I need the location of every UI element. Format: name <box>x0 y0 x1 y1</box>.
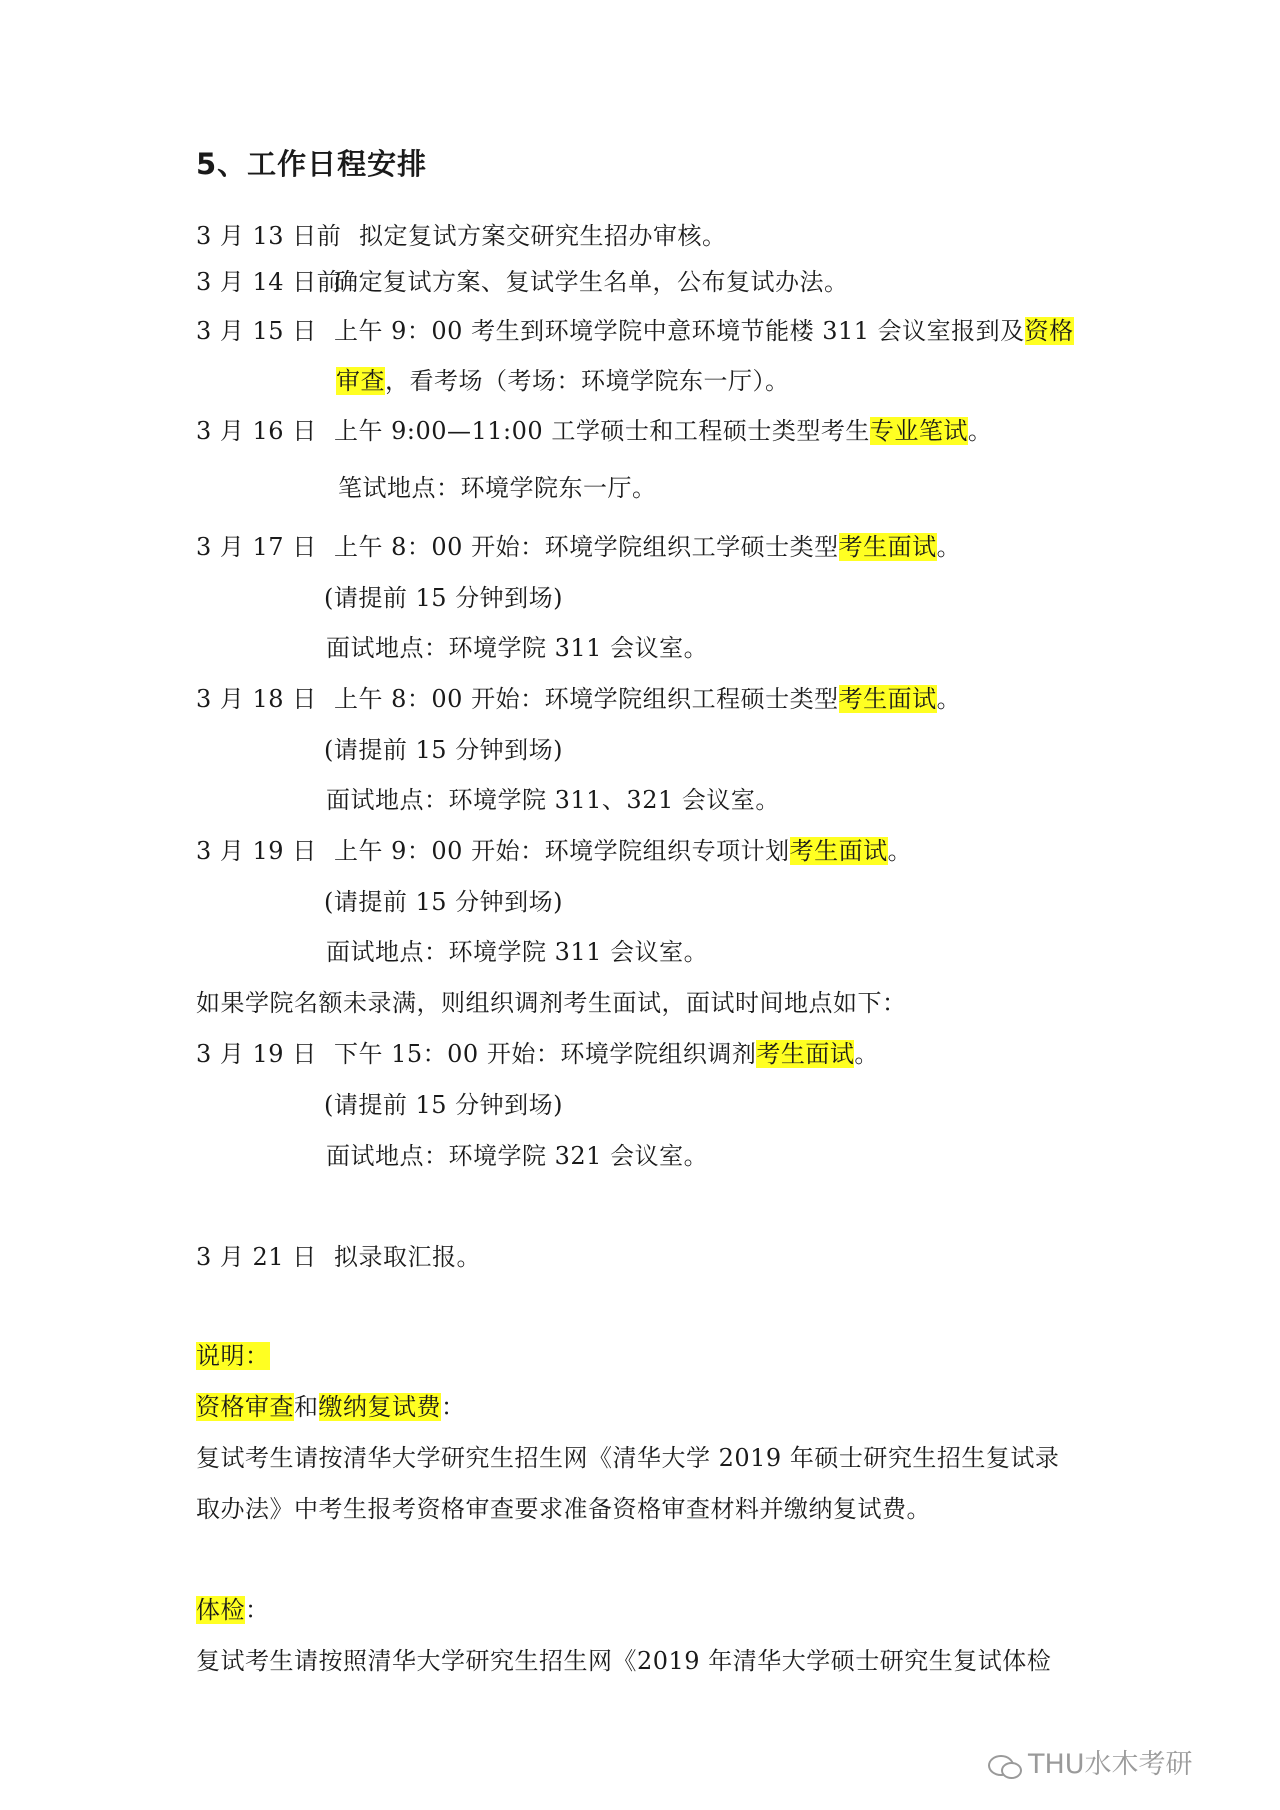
schedule-text: 面试地点：环境学院 321 会议室。 <box>326 1142 709 1170</box>
schedule-text: 拟录取汇报。 <box>334 1243 481 1271</box>
schedule-line <box>196 218 727 254</box>
schedule-text: 上午 9:00—11:00 工学硕士和工程硕士类型考生 <box>334 417 870 445</box>
schedule-date: 3 月 16 日 <box>196 417 317 445</box>
schedule-text: 拟定复试方案交研究生招办审核。 <box>359 222 727 250</box>
notes-title <box>196 1338 270 1374</box>
schedule-line <box>324 732 563 768</box>
schedule-text: 上午 8：00 开始：环境学院组织工程硕士类型 <box>334 685 839 713</box>
conjunction: 和 <box>294 1393 319 1421</box>
exam-paragraph-line <box>196 1643 1051 1679</box>
highlight: 审查 <box>336 367 385 395</box>
schedule-text: 如果学院名额未录满，则组织调剂考生面试，面试时间地点如下： <box>196 989 907 1017</box>
highlight: 资格审查 <box>196 1393 294 1421</box>
schedule-text: ，看考场（考场：环境学院东一厅）。 <box>385 367 790 395</box>
schedule-line <box>324 580 563 616</box>
exam-subheading <box>196 1592 270 1628</box>
schedule-text: 面试地点：环境学院 311 会议室。 <box>326 634 709 662</box>
schedule-date: 3 月 13 日前 <box>196 222 342 250</box>
schedule-text: 下午 15：00 开始：环境学院组织调剂 <box>334 1040 757 1068</box>
schedule-text: 上午 9：00 开始：环境学院组织专项计划 <box>334 837 790 865</box>
fee-paragraph-line <box>196 1440 1059 1476</box>
highlight: 说明： <box>196 1342 270 1370</box>
schedule-line <box>196 529 961 565</box>
highlight: 缴纳复试费 <box>318 1393 441 1421</box>
schedule-date: 3 月 17 日 <box>196 533 317 561</box>
punctuation: 。 <box>936 533 962 561</box>
schedule-line <box>196 681 961 717</box>
schedule-text: 上午 8：00 开始：环境学院组织工学硕士类型 <box>334 533 839 561</box>
schedule-line <box>336 363 790 399</box>
punctuation: 。 <box>854 1040 879 1068</box>
highlight: 考生面试 <box>789 837 888 865</box>
schedule-text: (请提前 15 分钟到场) <box>324 736 564 764</box>
highlight: 考生面试 <box>756 1040 855 1068</box>
fee-paragraph-line <box>196 1491 931 1527</box>
punctuation: 。 <box>887 837 913 865</box>
schedule-text: 面试地点：环境学院 311、321 会议室。 <box>326 786 780 814</box>
schedule-date: 3 月 18 日 <box>196 685 317 713</box>
schedule-line <box>324 1087 563 1123</box>
schedule-line <box>196 985 907 1021</box>
schedule-line <box>326 630 708 666</box>
highlight: 考生面试 <box>838 685 937 713</box>
section-heading: 5、工作日程安排 <box>196 147 428 181</box>
schedule-text: (请提前 15 分钟到场) <box>324 888 564 916</box>
schedule-text: 笔试地点：环境学院东一厅。 <box>338 474 657 502</box>
schedule-line <box>326 782 780 818</box>
schedule-date: 3 月 21 日 <box>196 1243 317 1271</box>
schedule-text: 面试地点：环境学院 311 会议室。 <box>326 938 709 966</box>
schedule-date: 3 月 19 日 <box>196 1040 317 1068</box>
paragraph-text: 取办法》中考生报考资格审查要求准备资格审查材料并缴纳复试费。 <box>196 1495 931 1523</box>
paragraph-text: 复试考生请按照清华大学研究生招生网《2019 年清华大学硕士研究生复试体检 <box>196 1647 1052 1675</box>
punctuation: 。 <box>936 685 962 713</box>
highlight: 体检 <box>196 1596 245 1624</box>
wechat-icon <box>988 1753 1022 1779</box>
highlight: 考生面试 <box>838 533 937 561</box>
fee-subheading <box>196 1389 466 1425</box>
schedule-text: 上午 9：00 考生到环境学院中意环境节能楼 311 会议室报到及 <box>334 317 1025 345</box>
schedule-line <box>338 470 657 506</box>
highlight: 专业笔试 <box>869 417 968 445</box>
punctuation: 。 <box>967 417 993 445</box>
watermark <box>988 1742 1193 1781</box>
schedule-text: (请提前 15 分钟到场) <box>324 1091 564 1119</box>
schedule-date: 3 月 15 日 <box>196 317 317 345</box>
schedule-line <box>196 413 992 449</box>
schedule-line <box>326 1138 708 1174</box>
schedule-line <box>196 1239 481 1275</box>
schedule-line <box>196 313 1074 349</box>
schedule-line <box>196 264 849 300</box>
punctuation: ： <box>245 1596 270 1624</box>
schedule-date: 3 月 19 日 <box>196 837 317 865</box>
schedule-line <box>196 833 912 869</box>
punctuation: ： <box>441 1393 466 1421</box>
paragraph-text: 复试考生请按清华大学研究生招生网《清华大学 2019 年硕士研究生招生复试录 <box>196 1444 1060 1472</box>
highlight: 资格 <box>1024 317 1074 345</box>
schedule-line <box>326 934 708 970</box>
schedule-text: (请提前 15 分钟到场) <box>324 584 564 612</box>
schedule-line <box>324 884 563 920</box>
schedule-date: 3 月 14 日前 <box>196 268 342 296</box>
schedule-line <box>196 1036 879 1072</box>
watermark-text: THU水木考研 <box>1028 1749 1193 1780</box>
schedule-text: 确定复试方案、复试学生名单，公布复试办法。 <box>334 268 849 296</box>
